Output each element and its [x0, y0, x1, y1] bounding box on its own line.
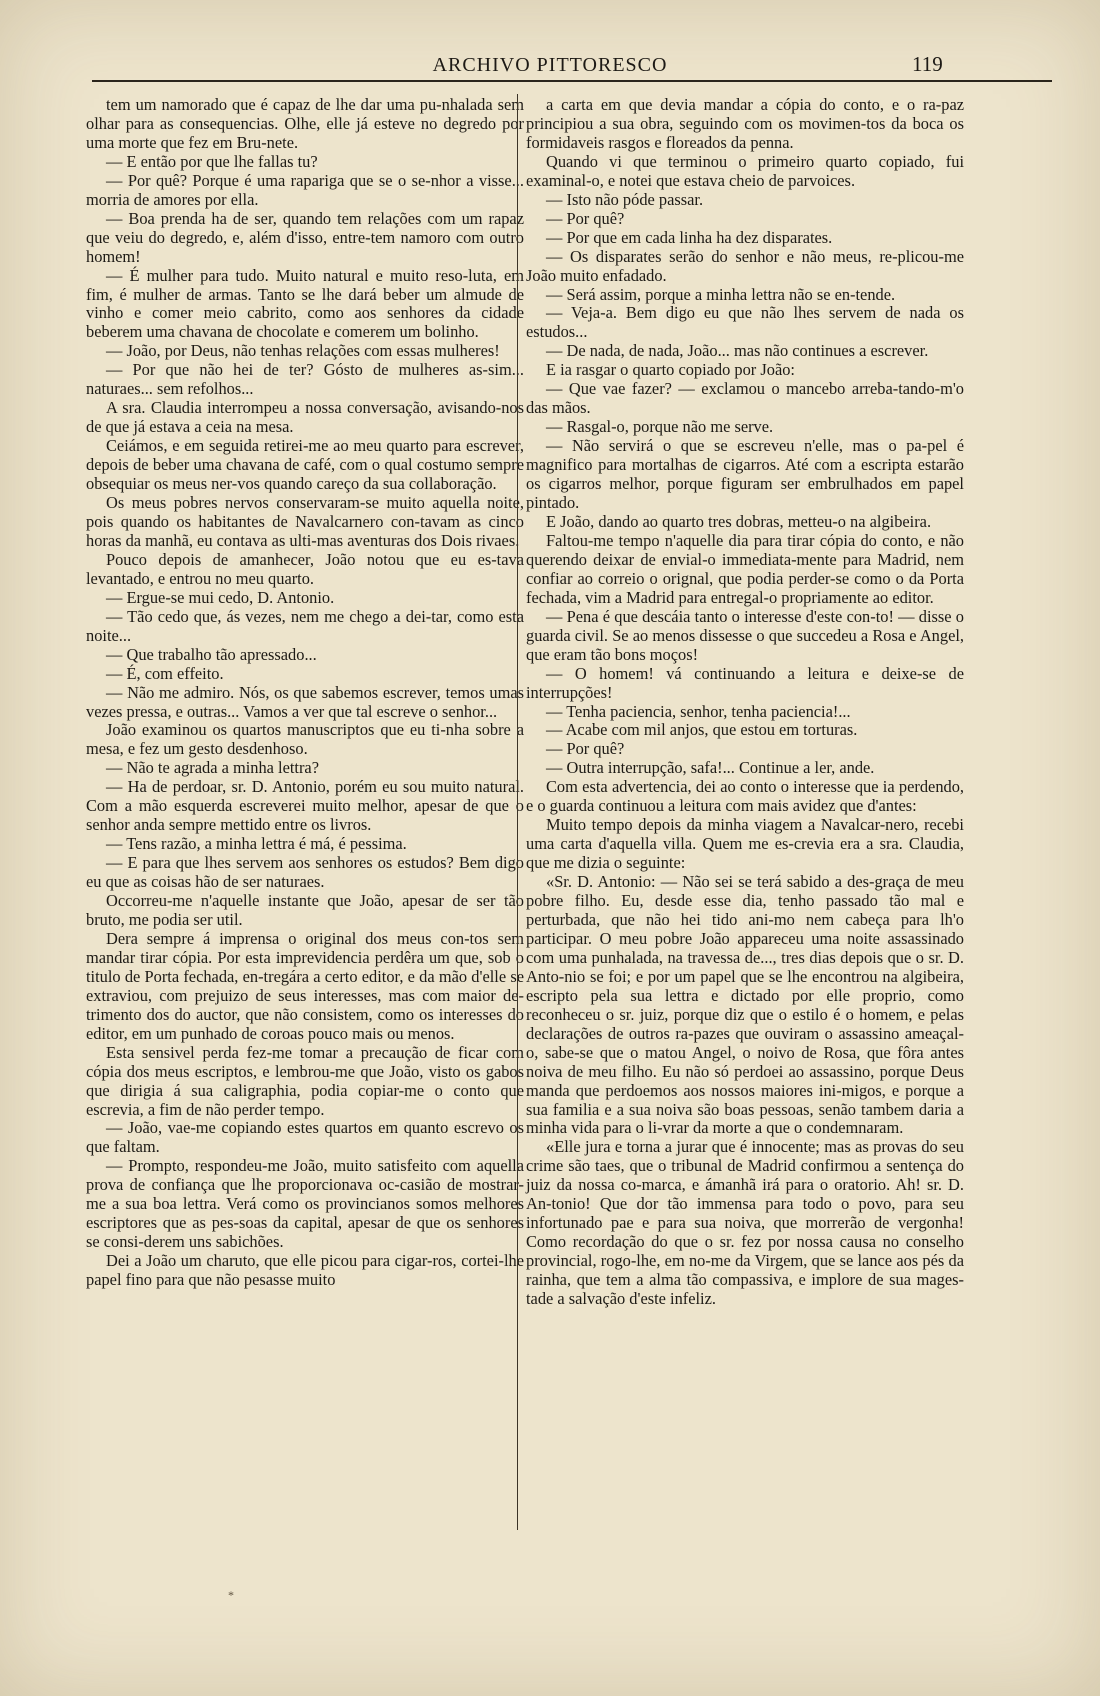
paragraph: a carta em que devia mandar a cópia do conto, e o ra-paz principiou a sua obra, seguindo com os movimen-tos da boca os formidaveis rasgos e floreados da penna.: [526, 95, 964, 152]
paragraph: — Por quê?: [546, 739, 625, 759]
paragraph: — É, com effeito.: [106, 663, 224, 683]
page-number: 119: [912, 52, 943, 76]
paragraph: — Tens razão, a minha lettra é má, é pessima.: [106, 834, 407, 854]
paragraph: A sra. Claudia interrompeu a nossa conversação, avisando-nos de que já estava a ceia na mesa.: [86, 398, 524, 437]
paragraph: — Outra interrupção, safa!... Continue a ler, ande.: [546, 758, 875, 778]
paragraph: Dei a João um charuto, que elle picou para cigar-ros, cortei-lhe papel fino para que não pesasse muito: [86, 1251, 524, 1290]
paragraph: — Veja-a. Bem digo eu que não lhes servem de nada os estudos...: [526, 303, 964, 342]
paragraph: E ia rasgar o quarto copiado por João:: [546, 360, 795, 380]
paragraph: — E então por que lhe fallas tu?: [106, 151, 318, 171]
paragraph: Esta sensivel perda fez-me tomar a precaução de ficar com cópia dos meus escriptos, e lembrou-me que João, visto os gabos que dirigia á sua caligraphia, podia copiar-me o conto que escrevia, a fim de não perder tempo.: [86, 1042, 524, 1119]
paragraph: — Prompto, respondeu-me João, muito satisfeito com aquella prova de confiança que lhe proporcionava oc-casião de mostrar-me a sua boa lettra. Verá como os provincianos somos melhores escriptores que as pes-soas da capital, apesar de que os senhores se consi-derem uns sabichões.: [86, 1156, 524, 1252]
paragraph: — Por quê? Porque é uma rapariga que se o se-nhor a visse... morria de amores por ella.: [86, 170, 524, 209]
paragraph: — João, vae-me copiando estes quartos em quanto escrevo os que faltam.: [86, 1118, 524, 1157]
paragraph: — Rasgal-o, porque não me serve.: [546, 417, 774, 437]
paragraph: tem um namorado que é capaz de lhe dar uma pu-nhalada sem olhar para as consequencias. Olhe, elle já esteve no degredo por uma morte que fez em Bru-nete.: [86, 95, 524, 152]
paragraph: — Tão cedo que, ás vezes, nem me chego a dei-tar, como esta noite...: [86, 606, 524, 645]
paragraph: — Boa prenda ha de ser, quando tem relações com um rapaz que veiu do degredo, e, além d'isso, entre-tem namoro com outro homem!: [86, 208, 524, 266]
paragraph: — Por que não hei de ter? Gósto de mulheres as-sim... naturaes... sem refolhos...: [86, 360, 524, 399]
column-divider: [517, 94, 518, 1530]
paragraph: — Que vae fazer? — exclamou o mancebo arreba-tando-m'o das mãos.: [526, 379, 964, 418]
paragraph: — Os disparates serão do senhor e não meus, re-plicou-me João muito enfadado.: [526, 246, 964, 285]
paragraph: — Por que em cada linha ha dez disparates.: [546, 227, 833, 247]
paragraph: — Não te agrada a minha lettra?: [106, 758, 319, 778]
paragraph: Os meus pobres nervos conservaram-se muito aquella noite, pois quando os habitantes de Navalcarnero con-tavam as cinco horas da manhã, eu contava as ulti-mas aventuras dos Dois rivaes.: [86, 493, 524, 550]
paragraph: — Ha de perdoar, sr. D. Antonio, porém eu sou muito natural. Com a mão esquerda escreverei muito melhor, apesar de que o senhor anda sempre mettido entre os livros.: [86, 777, 524, 835]
paragraph: — Pena é que descáia tanto o interesse d'este con-to! — disse o guarda civil. Se ao menos dissesse o que succedeu a Rosa e Angel, que eram tão bons moços!: [526, 606, 964, 664]
paragraph: — Será assim, porque a minha lettra não se en-tende.: [546, 284, 896, 304]
right-text-column: [526, 96, 964, 1309]
header-rule: [92, 80, 1052, 82]
paragraph: Faltou-me tempo n'aquelle dia para tirar cópia do conto, e não querendo deixar de envial-o immediata-mente para Madrid, nem confiar ao correio o orignal, que podia perder-se como o da Porta fechada, vim a Madrid para entregal-o propriamente ao editor.: [526, 530, 964, 607]
left-text-column: [86, 96, 524, 1290]
paragraph: — E para que lhes servem aos senhores os estudos? Bem digo eu que as coisas hão de ser naturaes.: [86, 853, 524, 892]
paragraph: — Não me admiro. Nós, os que sabemos escrever, temos umas vezes pressa, e outras... Vamos a ver que tal escreve o senhor...: [86, 682, 524, 721]
paragraph: «Sr. D. Antonio: — Não sei se terá sabido a des-graça de meu pobre filho. Eu, desde esse dia, tenho passado tão mal e perturbada, que não hei tido ani-mo nem cabeça para lh'o participar. O meu pobre João appareceu uma noite assassinado com uma punhalada, na travessa de..., tres dias depois que o sr. D. Anto-nio se foi; e por um papel que se lhe encontrou na algibeira, escripto pela sua lettra e dictado por elle proprio, como reconheceu o sr. juiz, porque diz que o estilo é o homem, e pelas declarações de outros ra-pazes que ouviram o assassino ameaçal-o, sabe-se que o matou Angel, o noivo de Rosa, que fôra antes noiva de meu filho. Eu não só perdoei ao assassino, porque Deus manda que perdoemos aos nossos maiores ini-migos, e porque a sua familia e a sua noiva são boas pessoas, senão tambem daria a minha vida para o li-vrar da morte a que o condemnaram.: [526, 872, 964, 1138]
paragraph: Quando vi que terminou o primeiro quarto copiado, fui examinal-o, e notei que estava cheio de parvoices.: [526, 151, 964, 190]
paragraph: Occorreu-me n'aquelle instante que João, apesar de ser tão bruto, me podia ser util.: [86, 891, 524, 929]
paragraph: — João, por Deus, não tenhas relações com essas mulheres!: [106, 341, 500, 361]
paragraph: Pouco depois de amanhecer, João notou que eu es-tava levantado, e entrou no meu quarto.: [86, 549, 524, 588]
paragraph: — O homem! vá continuando a leitura e deixe-se de interrupções!: [526, 663, 964, 702]
paragraph: — Ergue-se mui cedo, D. Antonio.: [106, 587, 335, 607]
footer-mark: *: [228, 1588, 234, 1602]
paragraph: — Acabe com mil anjos, que estou em torturas.: [546, 720, 858, 740]
paragraph: Ceiámos, e em seguida retirei-me ao meu quarto para escrever, depois de beber uma chavana de café, com o qual costumo sempre obsequiar os meus ner-vos quando careço da sua collaboração.: [86, 436, 524, 494]
paragraph: Dera sempre á imprensa o original dos meus con-tos sem mandar tirar cópia. Por esta imprevidencia perdêra um que, sob o titulo de Porta fechada, en-tregára a certo editor, e da mão d'elle se extraviou, com prejuizo de seus interesses, mas com maior de-trimento dos do auctor, que não consistem, como os interesses do editor, em um punhado de coroas pouco mais ou menos.: [86, 928, 524, 1043]
paragraph: João examinou os quartos manuscriptos que eu ti-nha sobre a mesa, e fez um gesto desdenhoso.: [86, 720, 524, 759]
paragraph: Com esta advertencia, dei ao conto o interesse que ia perdendo, e o guarda continuou a leitura com mais avidez que d'antes:: [526, 777, 964, 816]
paragraph: Muito tempo depois da minha viagem a Navalcar-nero, recebi uma carta d'aquella villa. Quem me es-crevia era a sra. Claudia, que me dizia o seguinte:: [526, 815, 964, 873]
paragraph: E João, dando ao quarto tres dobras, metteu-o na algibeira.: [546, 511, 932, 531]
paragraph: — Por quê?: [546, 208, 625, 228]
paragraph: — Tenha paciencia, senhor, tenha paciencia!...: [546, 701, 851, 721]
page-header-title: ARCHIVO PITTORESCO: [432, 54, 668, 76]
paragraph: — Que trabalho tão apressado...: [106, 644, 317, 664]
paragraph: — É mulher para tudo. Muito natural e muito reso-luta, em fim, é mulher de armas. Tanto se lhe dará beber um almude de vinho e comer meio cabrito, como aos senhores da cidade beberem uma chavana de chocolate e comerem um bolinho.: [86, 265, 524, 342]
paragraph: — De nada, de nada, João... mas não continues a escrever.: [546, 341, 929, 361]
paragraph: — Não servirá o que se escreveu n'elle, mas o pa-pel é magnifico para mortalhas de cigarros. Até com a escripta estarão os cigarros melhor, porque figuram ser embrulhados em papel pintado.: [526, 436, 964, 513]
paragraph: — Isto não póde passar.: [546, 189, 704, 209]
paragraph: «Elle jura e torna a jurar que é innocente; mas as provas do seu crime são taes, que o tribunal de Madrid confirmou a sentença do juiz da nossa co-marca, e ámanhã irá para o oratorio. Ah! sr. D. An-tonio! Que dor tão immensa para todo o povo, para seu infortunado pae e para sua noiva, que morrerão de vergonha! Como recordação do que o sr. fez por nossa causa no conselho provincial, rogo-lhe, em no-me da Virgem, que se lance aos pés da rainha, que tem a alma tão compassiva, e implore de sua mages-tade a salvação d'este infeliz.: [526, 1137, 964, 1309]
